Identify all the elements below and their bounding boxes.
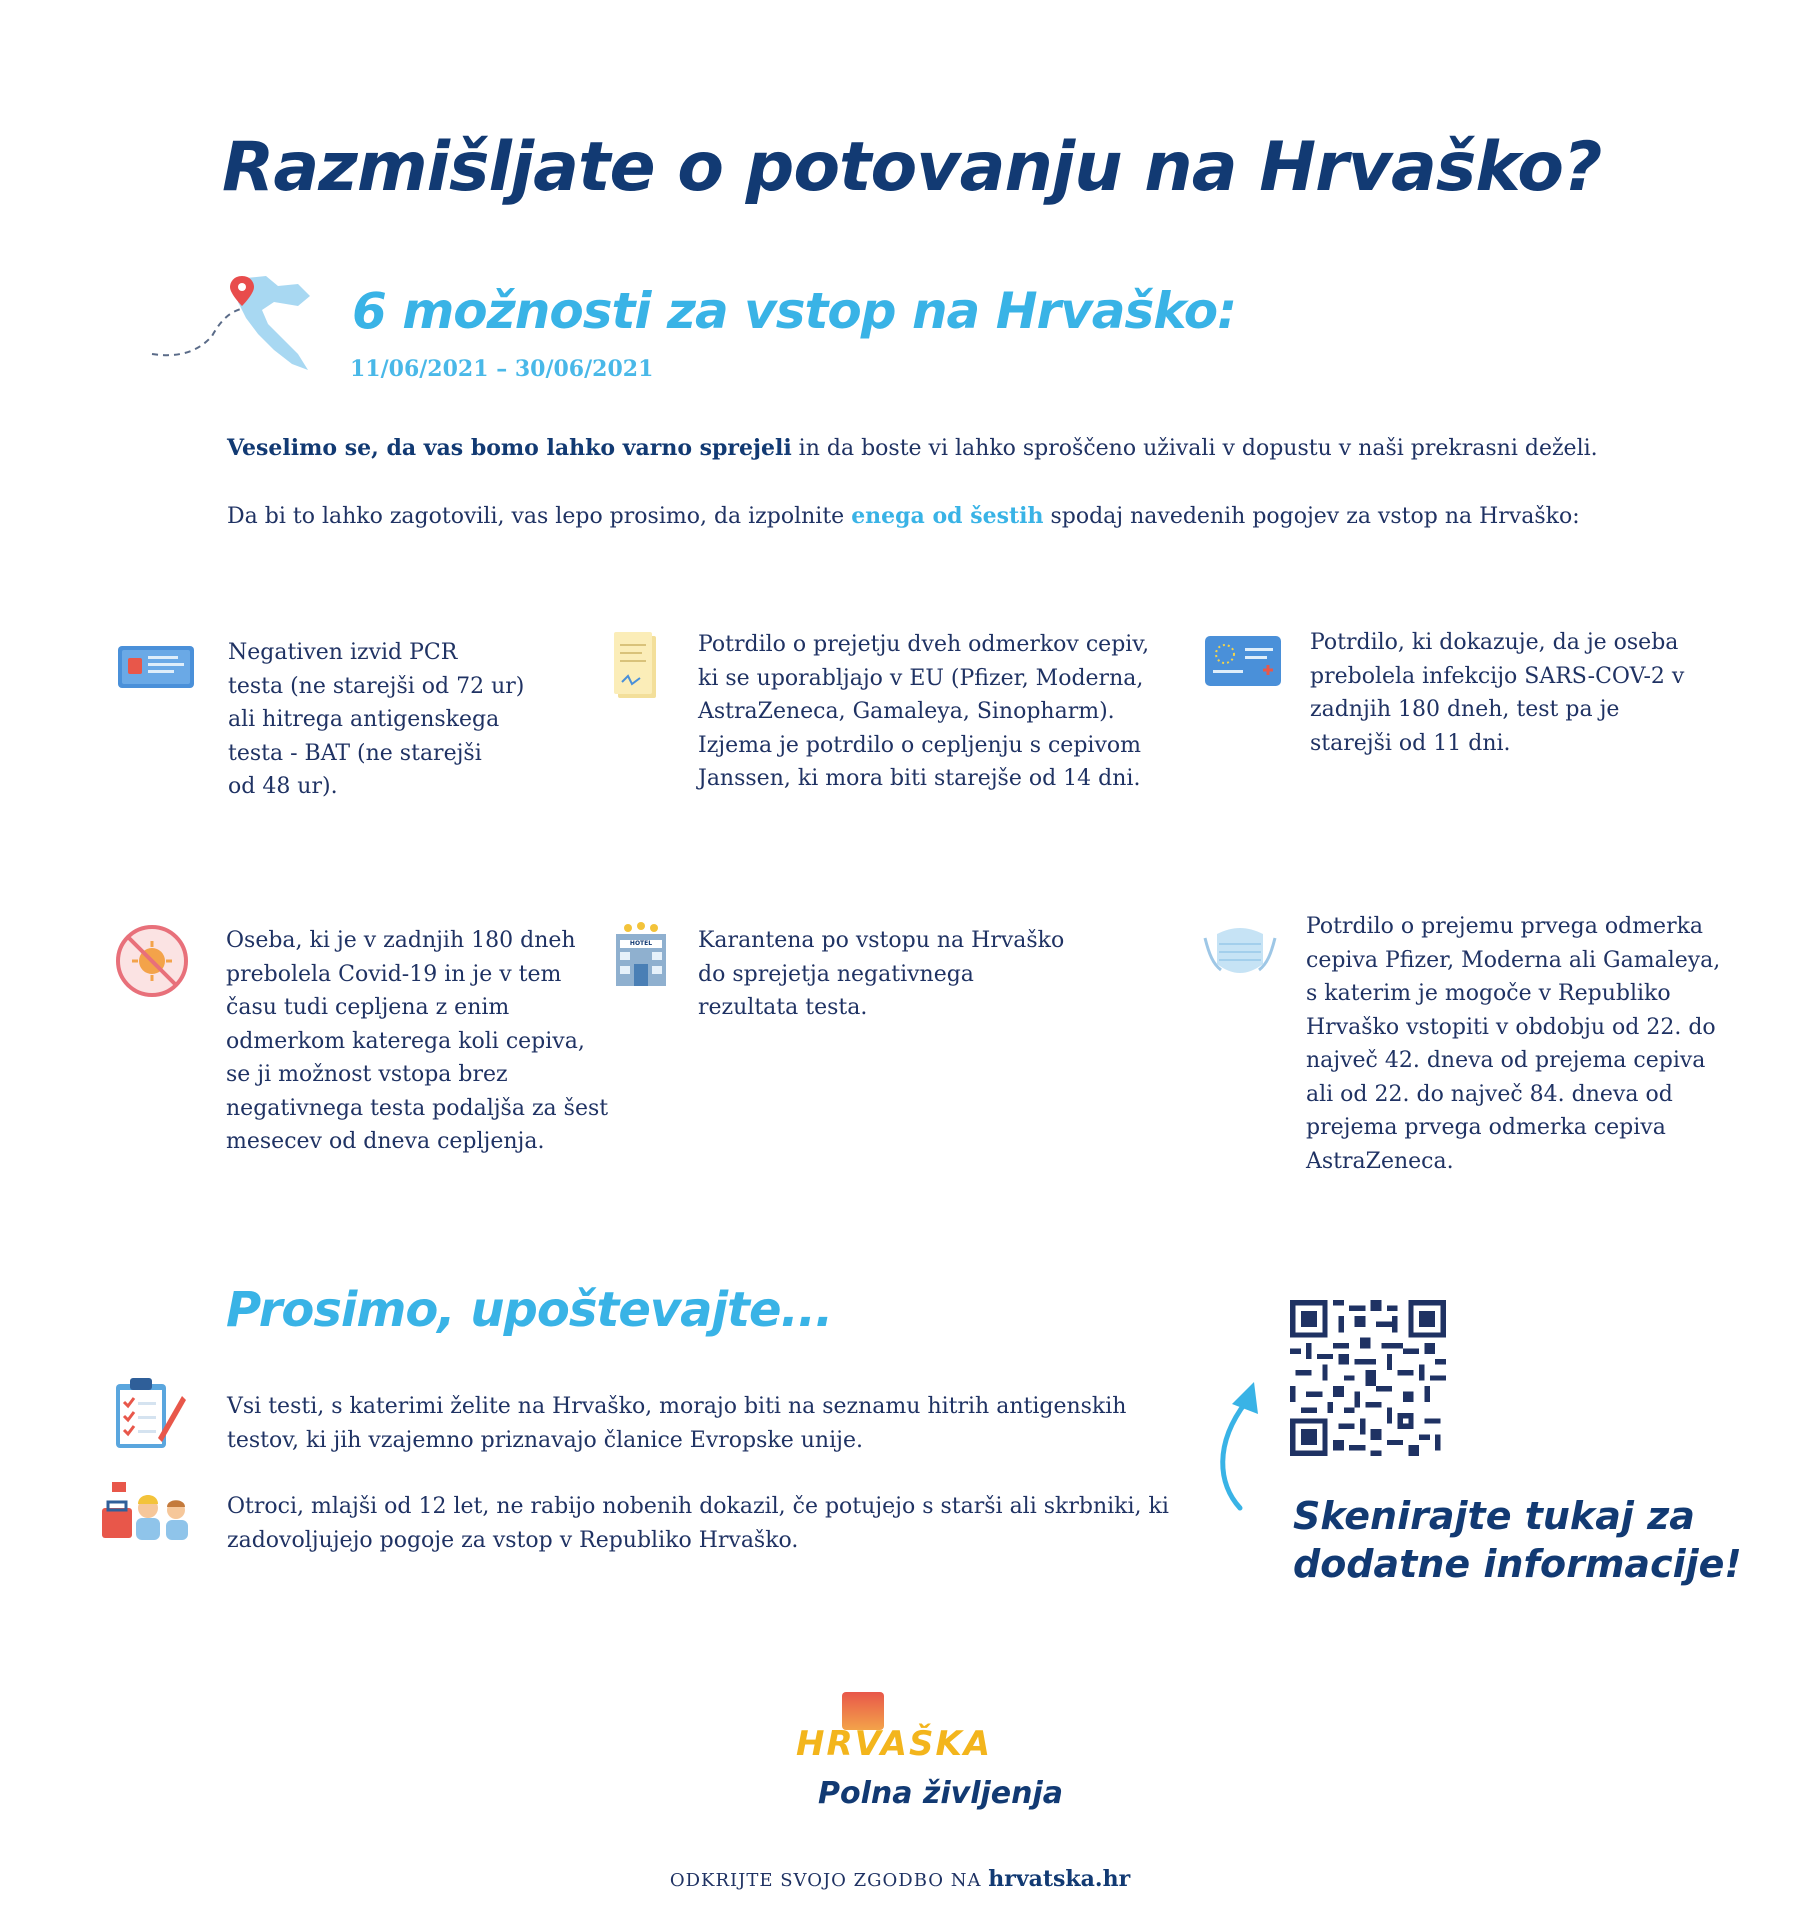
page-title: Razmišljate o potovanju na Hrvaško?: [222, 128, 1602, 207]
eu-card-icon: [1205, 636, 1281, 688]
notes-title: Prosimo, upoštevajte...: [226, 1282, 833, 1338]
intro-emphasis: Veselimo se, da vas bomo lahko varno sprejeli: [227, 435, 792, 461]
arrow-icon: [1196, 1374, 1268, 1514]
note-1-text: Vsi testi, s katerimi želite na Hrvaško, morajo biti na seznamu hitrih antigenskih testov, ki jih vzajemno priznavajo članice Evropske unije.: [227, 1394, 1127, 1453]
face-mask-icon: [1203, 924, 1277, 978]
note-2-text: Otroci, mlajši od 12 let, ne rabijo nobenih dokazil, če potujejo s starši ali skrbniki, ki zadovoljujejo pogoje za vstop v Republiko Hrvaško.: [227, 1494, 1169, 1553]
hotel-icon: [612, 922, 670, 988]
request-paragraph: [227, 500, 1580, 533]
certificate-document-icon: [612, 632, 658, 702]
footer-prefix: ODKRIJTE SVOJO ZGODBO NA: [669, 1870, 989, 1891]
clipboard-checklist-icon: [110, 1376, 186, 1452]
option-1-text: Negativen izvid PCR testa (ne starejši od 72 ur) ali hitrega antigenskega testa - BAT (ne starejši od 48 ur).: [228, 640, 525, 799]
date-range: 11/06/2021 – 30/06/2021: [350, 356, 654, 382]
request-highlight: enega od šestih: [851, 503, 1044, 529]
request-text-end: spodaj navedenih pogojev za vstop na Hrvaško:: [1043, 504, 1580, 529]
section-title: 6 možnosti za vstop na Hrvaško:: [352, 282, 1237, 340]
request-text-start: Da bi to lahko zagotovili, vas lepo prosimo, da izpolnite: [227, 504, 852, 529]
option-2-text: Potrdilo o prejetju dveh odmerkov cepiv, ki se uporabljajo v EU (Pfizer, Moderna, AstraZeneca, Gamaleya, Sinopharm). Izjema je potrdilo o cepljenju s cepivom Janssen, ki mora biti starejše od 14 dni.: [698, 632, 1150, 791]
option-5-text: Karantena po vstopu na Hrvaško do sprejetja negativnega rezultata testa.: [698, 928, 1065, 1020]
test-card-icon: [118, 640, 194, 690]
footer-link[interactable]: hrvatska.hr: [988, 1866, 1131, 1892]
logo-wordmark: HRVAŠKA: [796, 1724, 993, 1764]
no-virus-icon: [114, 923, 190, 999]
logo-tagline: Polna življenja: [818, 1776, 1064, 1811]
intro-text: in da boste vi lahko sproščeno uživali v dopustu v naši prekrasni deželi.: [791, 436, 1598, 461]
intro-paragraph: [227, 432, 1598, 465]
footer: [0, 1866, 1800, 1892]
option-4-text: Oseba, ki je v zadnjih 180 dneh prebolela Covid-19 in je v tem času tudi cepljena z enim odmerkom katerega koli cepiva, se ji možnost vstopa brez negativnega testa podaljša za šest mesecev od dneva cepljenja.: [226, 928, 609, 1154]
qr-code[interactable]: [1290, 1300, 1446, 1456]
scan-caption: Skenirajte tukaj za dodatne informacije!: [1293, 1494, 1742, 1586]
option-3-text: Potrdilo, ki dokazuje, da je oseba prebolela infekcijo SARS-COV-2 v zadnjih 180 dneh, test pa je starejši od 11 dni.: [1310, 630, 1685, 756]
family-travel-icon: [102, 1478, 194, 1542]
hotel-sign: HOTEL: [629, 940, 653, 947]
option-6-text: Potrdilo o prejemu prvega odmerka cepiva Pfizer, Moderna ali Gamaleya, s katerim je mogoče v Republiko Hrvaško vstopiti v obdobju od 22. do največ 42. dneva od prejema cepiva ali od 22. do največ 84. dneva od prejema prvega odmerka cepiva AstraZeneca.: [1306, 914, 1721, 1174]
croatia-map-icon: [148, 272, 318, 374]
